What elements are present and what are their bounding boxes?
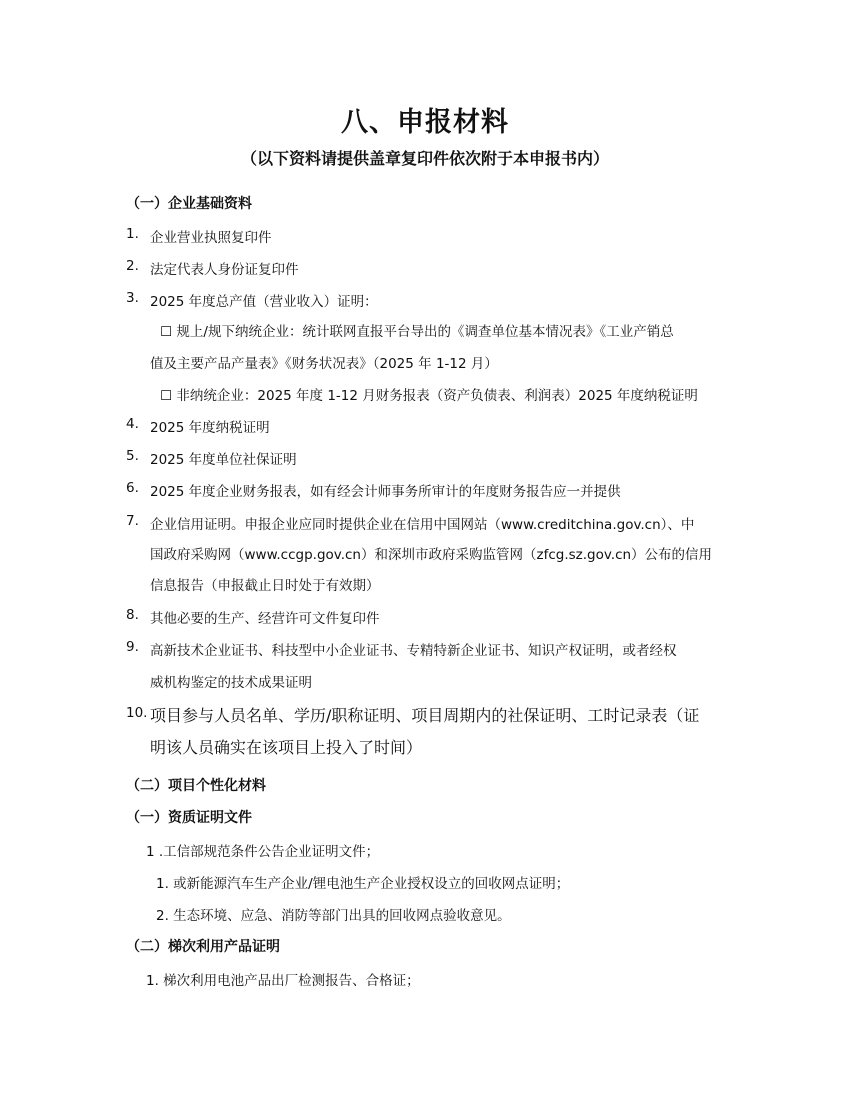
section-heading: （一）企业基础资料	[126, 196, 252, 212]
list-item-text: 高新技术企业证书、科技型中小企业证书、专精特新企业证书、知识产权证明，或者经权	[150, 643, 677, 659]
list-item-text: 其他必要的生产、经营许可文件复印件	[150, 611, 380, 627]
list-item-text: 企业信用证明。申报企业应同时提供企业在信用中国网站（www.creditchina.gov.cn）、中	[150, 517, 695, 533]
page-subtitle: （以下资料请提供盖章复印件依次附于本申报书内）	[240, 149, 609, 168]
list-item-text: 信息报告（申报截止日时处于有效期）	[150, 578, 380, 594]
list-item-text: 企业营业执照复印件	[150, 230, 272, 246]
checkbox-option-text: ☐ 规上/规下纳统企业：统计联网直报平台导出的《调查单位基本情况表》《工业产销总	[160, 324, 674, 340]
list-item-number: 5.	[126, 448, 139, 464]
list-item-number: 10.	[126, 705, 148, 721]
section-heading: （二）项目个性化材料	[126, 778, 266, 794]
list-item-number: 4.	[126, 416, 139, 432]
list-item-text: 2025 年度纳税证明	[150, 420, 270, 436]
list-item-number: 3.	[126, 290, 139, 306]
subsection-heading: （二）梯次利用产品证明	[126, 939, 280, 955]
checkbox-option-text: ☐ 非纳统企业：2025 年度 1-12 月财务报表（资产负债表、利润表）2025 年度纳税证明	[160, 388, 698, 404]
checkbox-option-text: 值及主要产品产量表》《财务状况表》（2025 年 1-12 月）	[150, 356, 498, 372]
list-item-text: 明该人员确实在该项目上投入了时间）	[150, 738, 423, 757]
list-item-text: 2025 年度总产值（营业收入）证明：	[150, 294, 378, 310]
list-item-text: 威机构鉴定的技术成果证明	[150, 675, 312, 691]
page-title: 八、申报材料	[341, 107, 509, 138]
list-item-number: 1.	[126, 226, 139, 242]
list-item-number: 7.	[126, 513, 139, 529]
list-item-text: 法定代表人身份证复印件	[150, 262, 299, 278]
subsection-heading: （一）资质证明文件	[126, 810, 252, 826]
list-item-number: 6.	[126, 480, 139, 496]
list-item-number: 8.	[126, 607, 139, 623]
list-item-text: 国政府采购网（www.ccgp.gov.cn）和深圳市政府采购监管网（zfcg.sz.gov.cn）公布的信用	[150, 547, 713, 563]
list-item-text: 2025 年度单位社保证明	[150, 452, 297, 468]
subsection-line: 1 .工信部规范条件公告企业证明文件；	[146, 844, 380, 860]
list-item-number: 2.	[126, 258, 139, 274]
list-item-text: 2025 年度企业财务报表，如有经会计师事务所审计的年度财务报告应一并提供	[150, 484, 621, 500]
subsection-line: 1. 或新能源汽车生产企业/锂电池生产企业授权设立的回收网点证明；	[156, 876, 570, 892]
list-item-text: 项目参与人员名单、学历/职称证明、项目周期内的社保证明、工时记录表（证	[150, 706, 700, 725]
list-item-number: 9.	[126, 639, 139, 655]
subsection-line: 2. 生态环境、应急、消防等部门出具的回收网点验收意见。	[156, 908, 511, 924]
subsection-line: 1. 梯次利用电池产品出厂检测报告、合格证；	[146, 973, 420, 989]
